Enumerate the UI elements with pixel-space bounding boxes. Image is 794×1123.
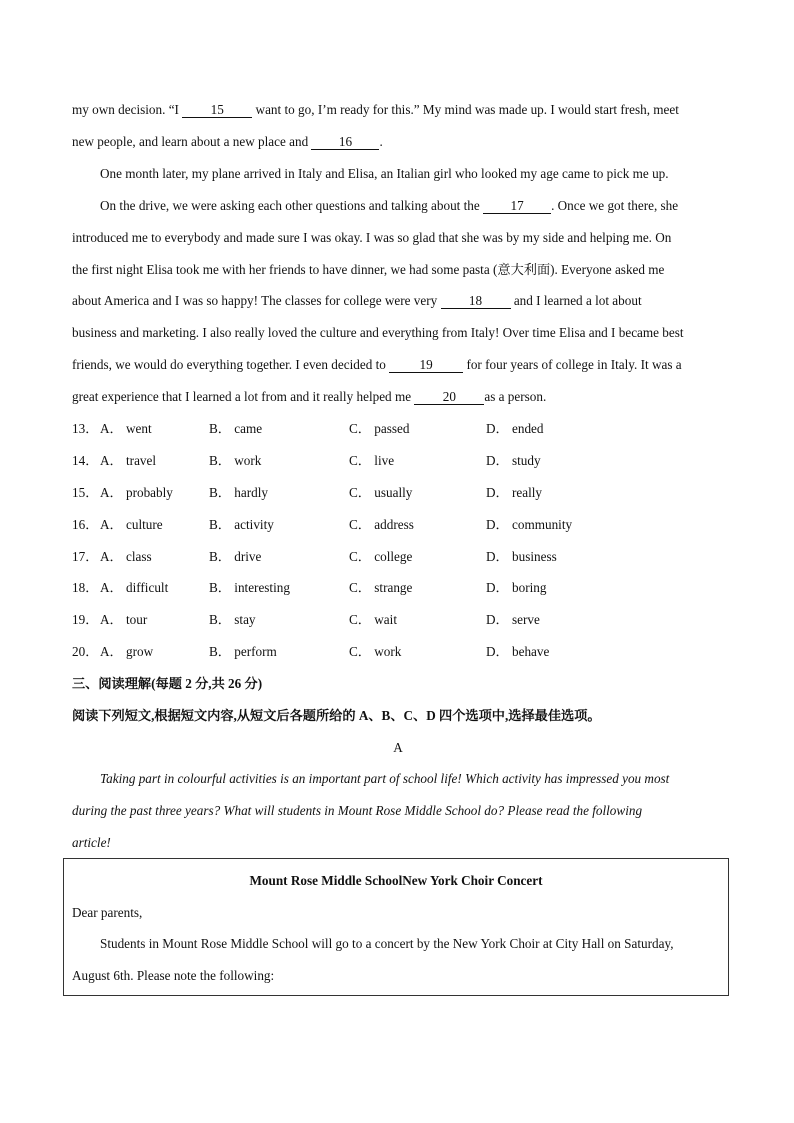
- passage-text: my own decision. “I: [72, 102, 183, 117]
- passage-line-1: [72, 102, 679, 118]
- option-d[interactable]: D． boring: [486, 580, 547, 595]
- option-c[interactable]: C． passed: [349, 421, 410, 436]
- option-a[interactable]: A． probably: [100, 485, 173, 500]
- option-c[interactable]: C． usually: [349, 485, 413, 500]
- passage-line-2: [72, 134, 383, 150]
- option-a[interactable]: A． went: [100, 421, 152, 436]
- option-d[interactable]: D． ended: [486, 421, 544, 436]
- option-d[interactable]: D． business: [486, 549, 557, 564]
- passage-label: A: [393, 740, 403, 755]
- passage-line-7: [72, 293, 642, 309]
- option-b[interactable]: B． stay: [209, 612, 256, 627]
- passage-text: about America and I was so happy! The classes for college were very: [72, 293, 441, 308]
- option-d[interactable]: D． serve: [486, 612, 540, 627]
- passage-text: new people, and learn about a new place and: [72, 134, 312, 149]
- passage-line-8: business and marketing. I also really loved the culture and everything from Italy! Over time Elisa and I became best: [72, 325, 684, 340]
- section-instruction: 阅读下列短文,根据短文内容,从短文后各题所给的 A、B、C、D 四个选项中,选择最佳选项。: [72, 708, 601, 723]
- blank-20: 20: [414, 390, 484, 405]
- blank-16: 16: [311, 135, 379, 150]
- passage-text: On the drive, we were asking each other questions and talking about the: [100, 198, 484, 213]
- question-number: 19．: [72, 612, 99, 627]
- option-b[interactable]: B． interesting: [209, 580, 290, 595]
- option-a[interactable]: A． tour: [100, 612, 148, 627]
- option-c[interactable]: C． address: [349, 517, 414, 532]
- notice-greeting: Dear parents,: [72, 905, 143, 920]
- question-number: 18．: [72, 580, 99, 595]
- passage-line-5: introduced me to everybody and made sure I was okay. I was so glad that she was by my side and helping me. On: [72, 230, 672, 245]
- blank-18: 18: [441, 294, 511, 309]
- passage-line-6: the first night Elisa took me with her friends to have dinner, we had some pasta (意大利面). Everyone asked me: [72, 262, 665, 277]
- option-d[interactable]: D． study: [486, 453, 541, 468]
- question-number: 16．: [72, 517, 99, 532]
- option-a[interactable]: A． grow: [100, 644, 154, 659]
- option-c[interactable]: C． college: [349, 549, 413, 564]
- question-number: 15．: [72, 485, 99, 500]
- option-a[interactable]: A． difficult: [100, 580, 169, 595]
- passage-text: . Once we got there, she: [551, 198, 679, 213]
- question-number: 13．: [72, 421, 99, 436]
- option-b[interactable]: B． hardly: [209, 485, 268, 500]
- passage-line-10: [72, 389, 546, 405]
- passage-line-9: [72, 357, 682, 373]
- passage-text: want to go, I’m ready for this.” My mind was made up. I would start fresh, meet: [252, 102, 679, 117]
- notice-body-line-2: August 6th. Please note the following:: [72, 968, 275, 983]
- option-a[interactable]: A． travel: [100, 453, 157, 468]
- section-title: 三、阅读理解(每题 2 分,共 26 分): [72, 676, 263, 691]
- option-b[interactable]: B． work: [209, 453, 262, 468]
- blank-17: 17: [483, 199, 551, 214]
- intro-line-3: article!: [72, 835, 111, 850]
- notice-title: Mount Rose Middle SchoolNew York Choir Concert: [249, 873, 543, 888]
- option-b[interactable]: B． came: [209, 421, 263, 436]
- option-c[interactable]: C． strange: [349, 580, 413, 595]
- option-a[interactable]: A． culture: [100, 517, 163, 532]
- intro-line-1: Taking part in colourful activities is an important part of school life! Which activity has impressed you most: [100, 771, 670, 786]
- option-a[interactable]: A． class: [100, 549, 152, 564]
- question-number: 14．: [72, 453, 99, 468]
- option-b[interactable]: B． perform: [209, 644, 277, 659]
- passage-text: and I learned a lot about: [510, 293, 642, 308]
- intro-line-2: during the past three years? What will students in Mount Rose Middle School do? Please read the following: [72, 803, 643, 818]
- option-b[interactable]: B． drive: [209, 549, 262, 564]
- notice-body-line-1: Students in Mount Rose Middle School will go to a concert by the New York Choir at City Hall on Saturday,: [100, 936, 674, 951]
- question-number: 20．: [72, 644, 99, 659]
- passage-text: .: [379, 134, 383, 149]
- option-c[interactable]: C． work: [349, 644, 402, 659]
- passage-text: friends, we would do everything together. I even decided to: [72, 357, 390, 372]
- notice-box: [63, 858, 729, 996]
- passage-text: great experience that I learned a lot from and it really helped me: [72, 389, 415, 404]
- blank-15: 15: [182, 103, 252, 118]
- passage-line-4: [100, 198, 678, 214]
- option-d[interactable]: D． community: [486, 517, 573, 532]
- option-d[interactable]: D． really: [486, 485, 543, 500]
- question-number: 17．: [72, 549, 99, 564]
- option-c[interactable]: C． wait: [349, 612, 397, 627]
- blank-19: 19: [389, 358, 463, 373]
- passage-text: for four years of college in Italy. It was a: [463, 357, 682, 372]
- option-d[interactable]: D． behave: [486, 644, 550, 659]
- option-c[interactable]: C． live: [349, 453, 395, 468]
- passage-text: as a person.: [484, 389, 547, 404]
- passage-line-3: One month later, my plane arrived in Italy and Elisa, an Italian girl who looked my age came to pick me up.: [100, 166, 669, 181]
- option-b[interactable]: B． activity: [209, 517, 274, 532]
